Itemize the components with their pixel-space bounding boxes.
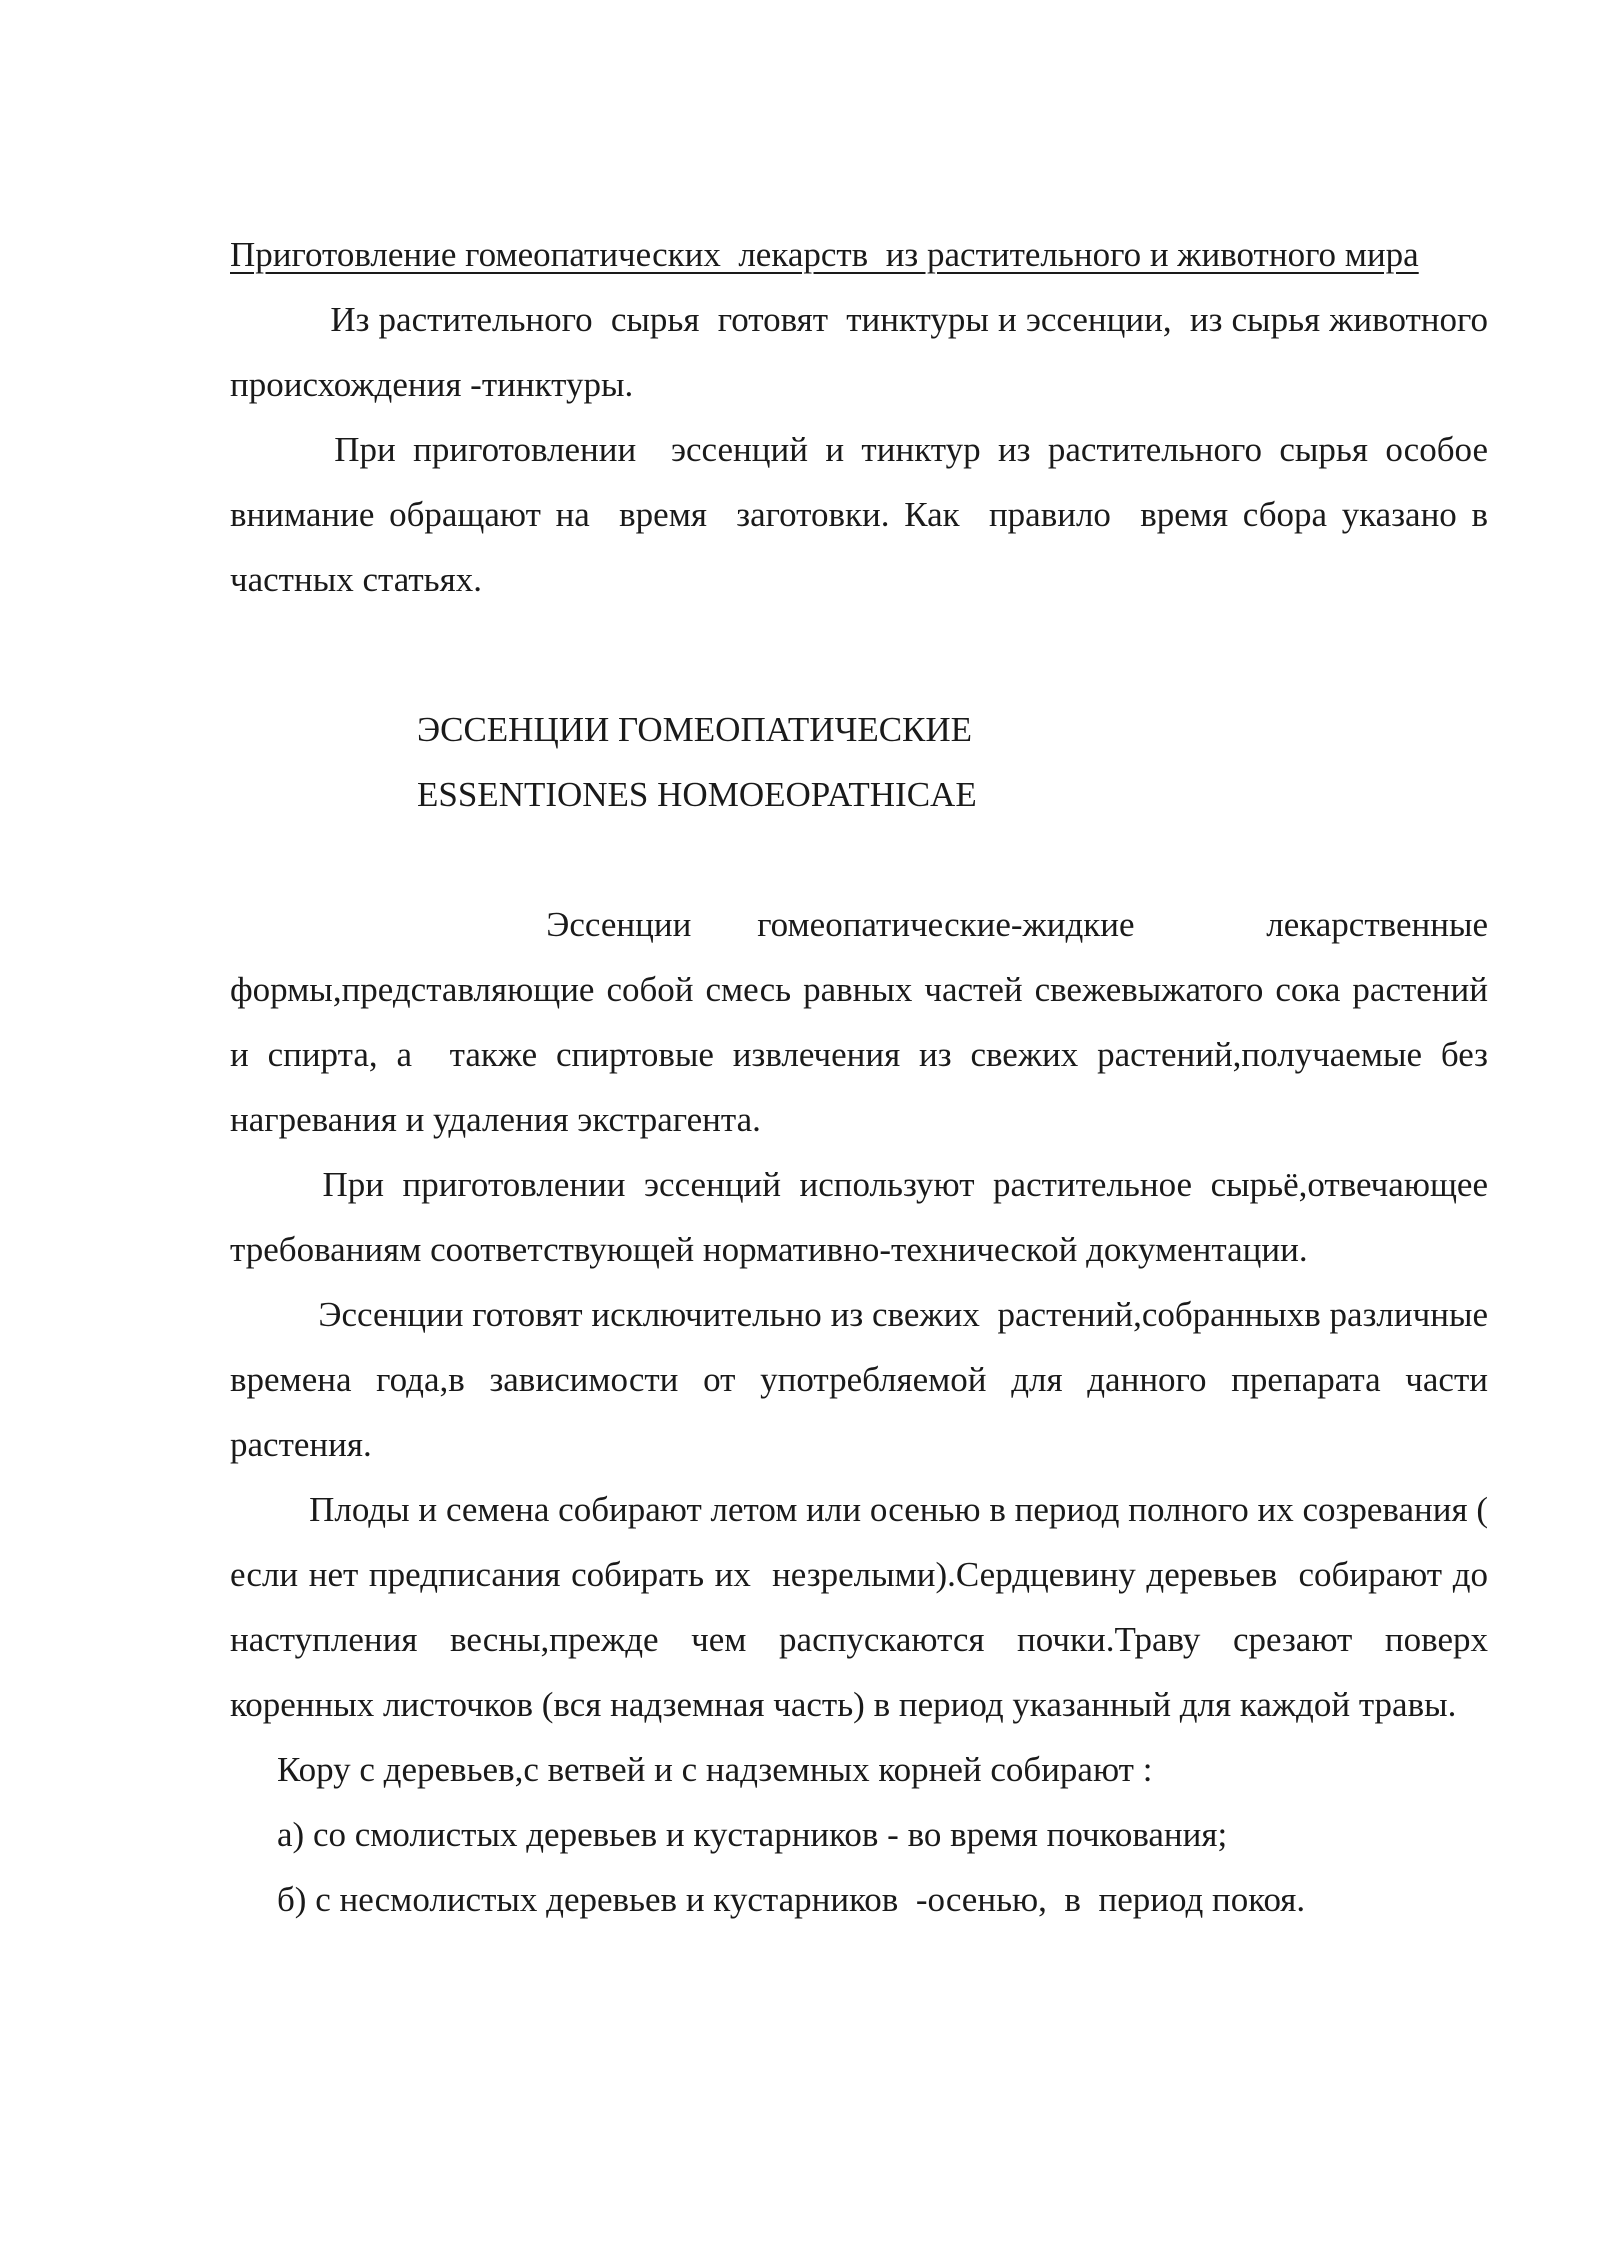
bark-item-a: а) со смолистых деревьев и кустарников - во время почкования; [277,1815,1228,1854]
spacer [230,827,1488,892]
intro-paragraph-2: При приготовлении эссенций и тинктур из растительного сырья особое внимание обращают на время заготовки. Как правило время сбора указано в частных статьях. [230,430,1497,599]
document-heading: Приготовление гомеопатических лекарств из растительного и животного мира [230,235,1419,274]
spacer [230,677,1488,697]
spacer [230,612,1488,677]
intro-paragraph-1: Из растительного сырья готовят тинктуры и эссенции, из сырья животного происхождения -тинктуры. [230,300,1497,404]
body-paragraph-3: Эссенции готовят исключительно из свежих растений,собранныхв различные времена года,в зависимости от употребляемой для данного препарата части растения. [230,1295,1506,1464]
body-paragraph-2: При приготовлении эссенций используют растительное сырьё,отвечающее требованиям соответствующей нормативно-технической документации. [230,1165,1497,1269]
body-paragraph-1: Эссенции гомеопатические-жидкие лекарственные формы,представляющие собой смесь равных частей свежевыжатого сока растений и спирта, а также спиртовые извлечения из свежих растений,получаемые без нагревания и удаления экстрагента. [230,905,1497,1139]
section-title-latin: ESSENTIONES HOMOEOPATHICAE [417,775,977,814]
body-paragraph-4: Плоды и семена собирают летом или осенью в период полного их созревания ( если нет предписания собирать их незрелыми).Сердцевину деревьев собирают до наступления весны,прежде чем распускаются почки.Траву срезают поверх коренных листочков (вся надземная часть) в период указанный для каждой травы. [230,1490,1497,1724]
bark-intro: Кору с деревьев,с ветвей и с надземных корней собирают : [277,1750,1153,1789]
document-page [230,222,1506,1932]
bark-item-b: б) с несмолистых деревьев и кустарников -осенью, в период покоя. [277,1880,1306,1919]
section-title-russian: ЭССЕНЦИИ ГОМЕОПАТИЧЕСКИЕ [417,710,973,749]
